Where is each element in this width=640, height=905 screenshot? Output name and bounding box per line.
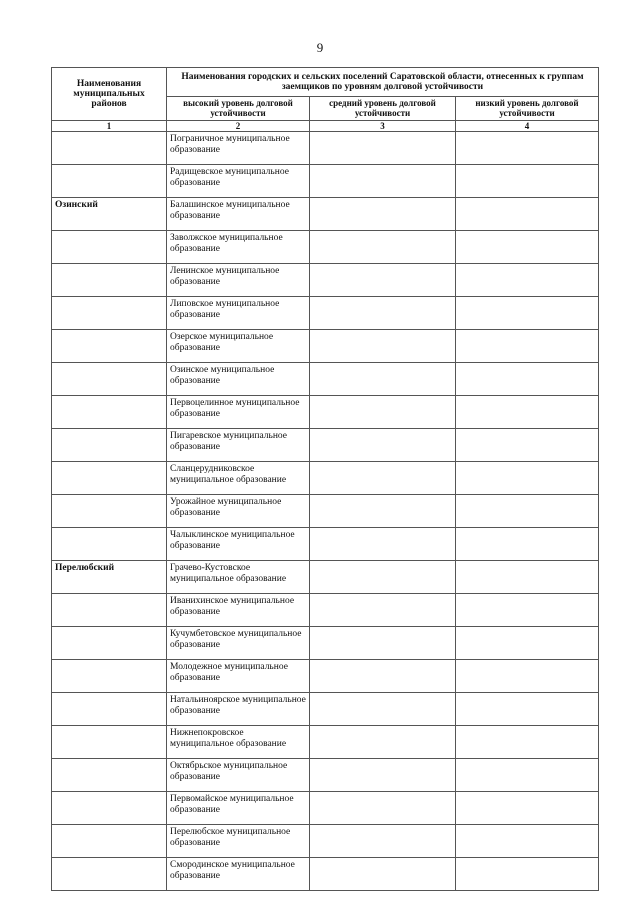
medium-cell (310, 792, 456, 825)
high-cell: Натальиноярское муниципальное образование (167, 693, 310, 726)
low-cell (456, 165, 599, 198)
high-cell: Октябрьское муниципальное образование (167, 759, 310, 792)
district-cell (52, 660, 167, 693)
high-cell: Радищевское муниципальное образование (167, 165, 310, 198)
medium-cell (310, 264, 456, 297)
medium-cell (310, 759, 456, 792)
header-medium: средний уровень долговой устойчивости (310, 96, 456, 120)
low-cell (456, 363, 599, 396)
district-cell (52, 132, 167, 165)
low-cell (456, 132, 599, 165)
district-cell (52, 297, 167, 330)
medium-cell (310, 297, 456, 330)
high-cell: Липовское муниципальное образование (167, 297, 310, 330)
table-row (52, 825, 599, 858)
district-cell (52, 528, 167, 561)
table-row (52, 462, 599, 495)
medium-cell (310, 495, 456, 528)
medium-cell (310, 165, 456, 198)
district-cell (52, 330, 167, 363)
header-low: низкий уровень долговой устойчивости (456, 96, 599, 120)
low-cell (456, 825, 599, 858)
high-cell: Нижнепокровское муниципальное образование (167, 726, 310, 759)
medium-cell (310, 561, 456, 594)
low-cell (456, 297, 599, 330)
low-cell (456, 858, 599, 891)
table-row (52, 198, 599, 231)
high-cell: Балашинское муниципальное образование (167, 198, 310, 231)
high-cell: Кучумбетовское муниципальное образование (167, 627, 310, 660)
medium-cell (310, 132, 456, 165)
medium-cell (310, 825, 456, 858)
low-cell (456, 561, 599, 594)
district-cell (52, 429, 167, 462)
table-row (52, 264, 599, 297)
header-district: Наименования муниципальных районов (52, 68, 167, 121)
table-row (52, 759, 599, 792)
district-cell (52, 858, 167, 891)
high-cell: Первомайское муниципальное образование (167, 792, 310, 825)
medium-cell (310, 627, 456, 660)
medium-cell (310, 330, 456, 363)
header-main-title: Наименования городских и сельских поселений Саратовской области, отнесенных к группам заемщиков по уровням долговой устойчивости (167, 68, 599, 97)
table-row (52, 726, 599, 759)
district-cell (52, 759, 167, 792)
medium-cell (310, 462, 456, 495)
table-row (52, 693, 599, 726)
col-number-4: 4 (456, 121, 599, 132)
low-cell (456, 759, 599, 792)
col-number-2: 2 (167, 121, 310, 132)
high-cell: Сланцерудниковское муниципальное образование (167, 462, 310, 495)
district-cell (52, 363, 167, 396)
table-row (52, 561, 599, 594)
medium-cell (310, 429, 456, 462)
low-cell (456, 693, 599, 726)
table-row (52, 594, 599, 627)
medium-cell (310, 363, 456, 396)
district-cell (52, 693, 167, 726)
table-row (52, 528, 599, 561)
page-number: 9 (316, 40, 324, 55)
low-cell (456, 429, 599, 462)
high-cell: Заволжское муниципальное образование (167, 231, 310, 264)
medium-cell (310, 726, 456, 759)
district-cell (52, 627, 167, 660)
table-row (52, 858, 599, 891)
high-cell: Пигаревское муниципальное образование (167, 429, 310, 462)
low-cell (456, 462, 599, 495)
high-cell: Ленинское муниципальное образование (167, 264, 310, 297)
district-cell (52, 594, 167, 627)
table-row (52, 627, 599, 660)
high-cell: Пограничное муниципальное образование (167, 132, 310, 165)
district-cell (52, 264, 167, 297)
medium-cell (310, 660, 456, 693)
district-cell (52, 726, 167, 759)
high-cell: Смородинское муниципальное образование (167, 858, 310, 891)
table-row (52, 330, 599, 363)
high-cell: Озерское муниципальное образование (167, 330, 310, 363)
table-row (52, 297, 599, 330)
low-cell (456, 264, 599, 297)
low-cell (456, 198, 599, 231)
low-cell (456, 231, 599, 264)
district-cell (52, 165, 167, 198)
high-cell: Молодежное муниципальное образование (167, 660, 310, 693)
medium-cell (310, 858, 456, 891)
district-cell (52, 396, 167, 429)
district-cell: Озинский (52, 198, 167, 231)
low-cell (456, 330, 599, 363)
col-number-3: 3 (310, 121, 456, 132)
low-cell (456, 660, 599, 693)
low-cell (456, 495, 599, 528)
high-cell: Озинское муниципальное образование (167, 363, 310, 396)
medium-cell (310, 198, 456, 231)
district-cell (52, 462, 167, 495)
table-row (52, 495, 599, 528)
table-row (52, 660, 599, 693)
low-cell (456, 396, 599, 429)
medium-cell (310, 693, 456, 726)
header-high: высокий уровень долговой устойчивости (167, 96, 310, 120)
high-cell: Грачево-Кустовское муниципальное образование (167, 561, 310, 594)
district-cell (52, 231, 167, 264)
low-cell (456, 792, 599, 825)
high-cell: Перелюбское муниципальное образование (167, 825, 310, 858)
district-cell (52, 825, 167, 858)
district-cell: Перелюбский (52, 561, 167, 594)
medium-cell (310, 396, 456, 429)
table-row (52, 231, 599, 264)
low-cell (456, 726, 599, 759)
col-number-1: 1 (52, 121, 167, 132)
table-row (52, 132, 599, 165)
table-row (52, 396, 599, 429)
low-cell (456, 594, 599, 627)
high-cell: Чалыклинское муниципальное образование (167, 528, 310, 561)
medium-cell (310, 528, 456, 561)
medium-cell (310, 231, 456, 264)
low-cell (456, 528, 599, 561)
high-cell: Урожайное муниципальное образование (167, 495, 310, 528)
low-cell (456, 627, 599, 660)
district-cell (52, 792, 167, 825)
table-row (52, 363, 599, 396)
table-row (52, 165, 599, 198)
table-row (52, 792, 599, 825)
medium-cell (310, 594, 456, 627)
table-row (52, 429, 599, 462)
high-cell: Первоцелинное муниципальное образование (167, 396, 310, 429)
borrowers-table (51, 67, 599, 891)
district-cell (52, 495, 167, 528)
high-cell: Иванихинское муниципальное образование (167, 594, 310, 627)
